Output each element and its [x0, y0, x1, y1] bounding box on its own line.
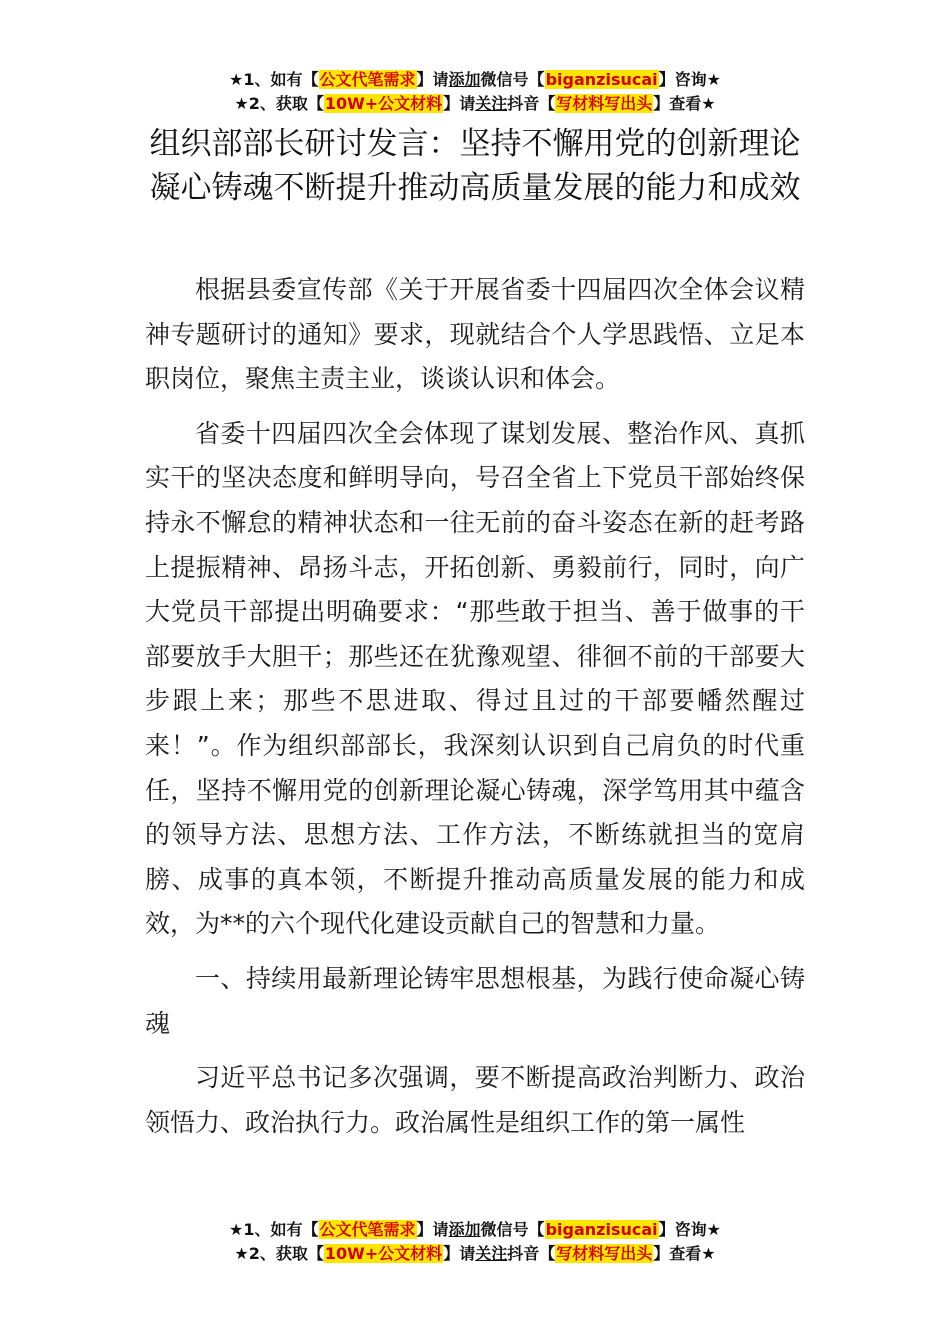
- promo-text: ★2、获取【: [234, 1244, 324, 1263]
- promo-text: 】请: [416, 1220, 449, 1239]
- promo-text: ★1、如有【: [229, 70, 319, 89]
- promo-line-1: [0, 1218, 950, 1242]
- promo-highlight: 公文代笔需求: [319, 70, 416, 89]
- wechat-id-highlight: biganzisucai: [545, 1220, 658, 1239]
- promo-highlight: 公文代笔需求: [319, 1220, 416, 1239]
- paragraph-main: 省委十四届四次全会体现了谋划发展、整治作风、真抓实干的坚决态度和鲜明导向，号召全省上下党员干部始终保持永不懈怠的精神状态和一往无前的奋斗姿态在新的赶考路上提振精神、昂扬斗志，开拓创新、勇毅前行，同时，向广大党员干部提出明确要求：“那些敢于担当、善于做事的干部要放手大胆干；那些还在犹豫观望、徘徊不前的干部要大步跟上来；那些不思进取、得过且过的干部要幡然醒过来！”。作为组织部部长，我深刻认识到自己肩负的时代重任，坚持不懈用党的创新理论凝心铸魂，深学笃用其中蕴含的领导方法、思想方法、工作方法，不断练就担当的宽肩膀、成事的真本领，不断提升推动高质量发展的能力和成效，为**的六个现代化建设贡献自己的智慧和力量。: [145, 418, 805, 939]
- promo-underline: 关注: [475, 94, 508, 113]
- promo-banner-bottom: [0, 1218, 950, 1266]
- promo-text: 】查看★: [653, 1244, 716, 1263]
- promo-text: 】咨询★: [658, 70, 721, 89]
- promo-text: 】请: [443, 1244, 476, 1263]
- promo-underline: 关注: [475, 1244, 508, 1263]
- promo-text: 】请: [416, 70, 449, 89]
- paragraph-section-1: 习近平总书记多次强调，要不断提高政治判断力、政治领悟力、政治执行力。政治属性是组织工作的第一属性: [145, 1063, 805, 1137]
- promo-text: 】请: [443, 94, 476, 113]
- promo-text: 】咨询★: [658, 1220, 721, 1239]
- douyin-id-highlight: 写材料写出头: [556, 1244, 653, 1263]
- promo-text: 抖音【: [507, 94, 556, 113]
- promo-highlight: 10W+公文材料: [324, 1244, 443, 1263]
- promo-banner-top: [0, 68, 950, 116]
- promo-text: ★2、获取【: [234, 94, 324, 113]
- promo-text: 微信号【: [480, 70, 545, 89]
- promo-highlight: 10W+公文材料: [324, 94, 443, 113]
- document-title: 组织部部长研讨发言：坚持不懈用党的创新理论凝心铸魂不断提升推动高质量发展的能力和成效: [149, 126, 801, 206]
- promo-text: 】查看★: [653, 94, 716, 113]
- promo-text: 微信号【: [480, 1220, 545, 1239]
- promo-text: 抖音【: [507, 1244, 556, 1263]
- document-body: [145, 268, 805, 1155]
- promo-text: ★1、如有【: [229, 1220, 319, 1239]
- promo-underline: 添加: [448, 1220, 481, 1239]
- promo-line-2: [0, 92, 950, 116]
- promo-line-2: [0, 1242, 950, 1266]
- paragraph-intro: 根据县委宣传部《关于开展省委十四届四次全体会议精神专题研讨的通知》要求，现就结合个人学思践悟、立足本职岗位，聚焦主责主业，谈谈认识和体会。: [145, 275, 805, 394]
- promo-underline: 添加: [448, 70, 481, 89]
- promo-line-1: [0, 68, 950, 92]
- douyin-id-highlight: 写材料写出头: [556, 94, 653, 113]
- wechat-id-highlight: biganzisucai: [545, 70, 658, 89]
- section-heading-1: 一、持续用最新理论铸牢思想根基，为践行使命凝心铸魂: [145, 963, 805, 1038]
